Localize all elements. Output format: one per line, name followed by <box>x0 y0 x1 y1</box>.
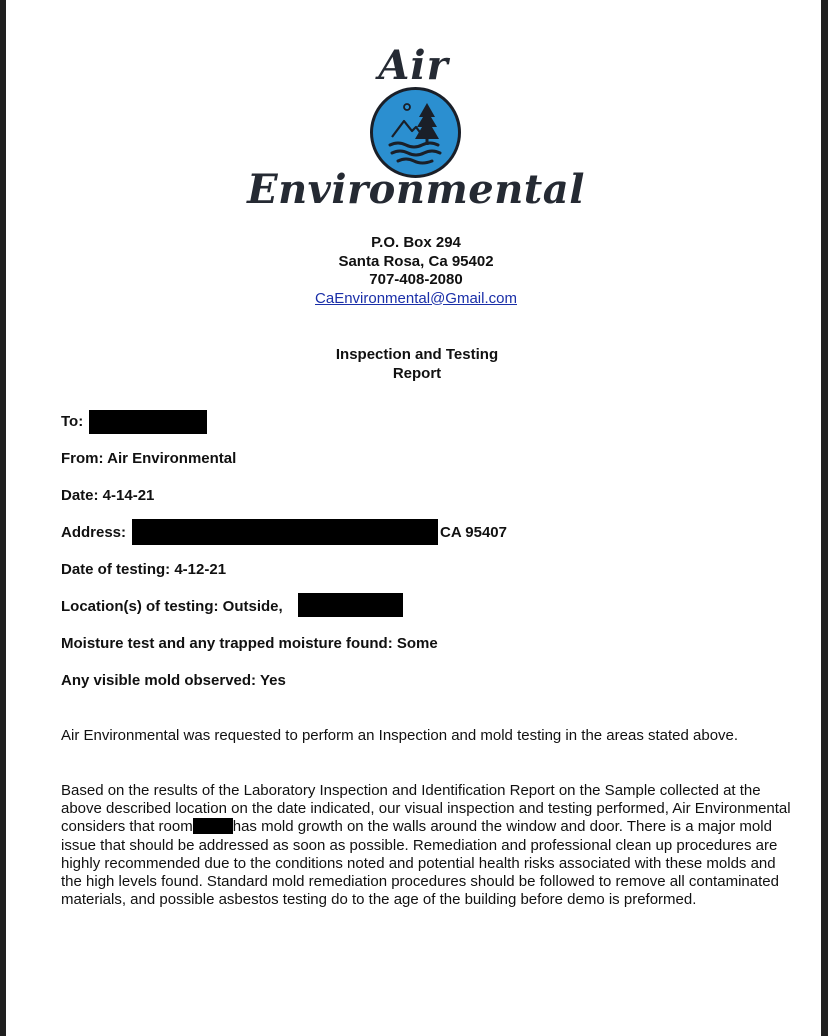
findings-text-part2: has mold growth on the walls around the window and door. There is a major mold issue that should be addressed as soon as possible. Remediation and professional clean up procedures are highly recommended due to the conditions noted and potential health risks associated with these molds and the high levels found. Standard mold remediation procedures should be followed to remove all contaminated materials, and possible asbestos testing do to the age of the building before demo is preformed. <box>61 818 779 909</box>
location-field: Location(s) of testing: Outside, <box>61 598 283 615</box>
document-page <box>6 0 821 1036</box>
logo-text-environmental: Environmental <box>247 166 585 213</box>
address-field-label: Address: <box>61 524 127 541</box>
phone-number: 707-408-2080 <box>369 271 463 288</box>
email-link[interactable]: CaEnvironmental@Gmail.com <box>315 289 517 307</box>
logo-landscape-icon <box>370 87 461 178</box>
date-of-testing-field: Date of testing: 4-12-21 <box>61 561 227 578</box>
mold-observed-field: Any visible mold observed: Yes <box>61 672 286 689</box>
findings-text-part1: Based on the results of the Laboratory Inspection and Identification Report on the Sample collected at the above described location on the date indicated, our visual inspection and testing performed, Air Environmental considers that room <box>61 782 791 836</box>
redaction-location <box>298 593 403 617</box>
intro-paragraph: Air Environmental was requested to perform an Inspection and mold testing in the areas stated above. <box>61 727 739 744</box>
logo-text-air: Air <box>378 42 449 89</box>
report-title <box>6 346 828 383</box>
city-state-zip: Santa Rosa, Ca 95402 <box>338 252 494 270</box>
to-field-label: To: <box>61 413 84 430</box>
redaction-address <box>132 519 438 545</box>
redaction-room <box>193 818 233 834</box>
findings-paragraph <box>61 782 791 909</box>
po-box: P.O. Box 294 <box>371 234 461 251</box>
address-zip: CA 95407 <box>440 524 507 541</box>
report-title-line2: Report <box>392 364 442 382</box>
contact-block <box>6 234 826 308</box>
moisture-field: Moisture test and any trapped moisture found: Some <box>61 635 438 652</box>
redaction-to <box>89 410 207 434</box>
from-field: From: Air Environmental <box>61 450 237 467</box>
report-title-line1: Inspection and Testing <box>335 346 499 363</box>
date-field: Date: 4-14-21 <box>61 487 155 504</box>
